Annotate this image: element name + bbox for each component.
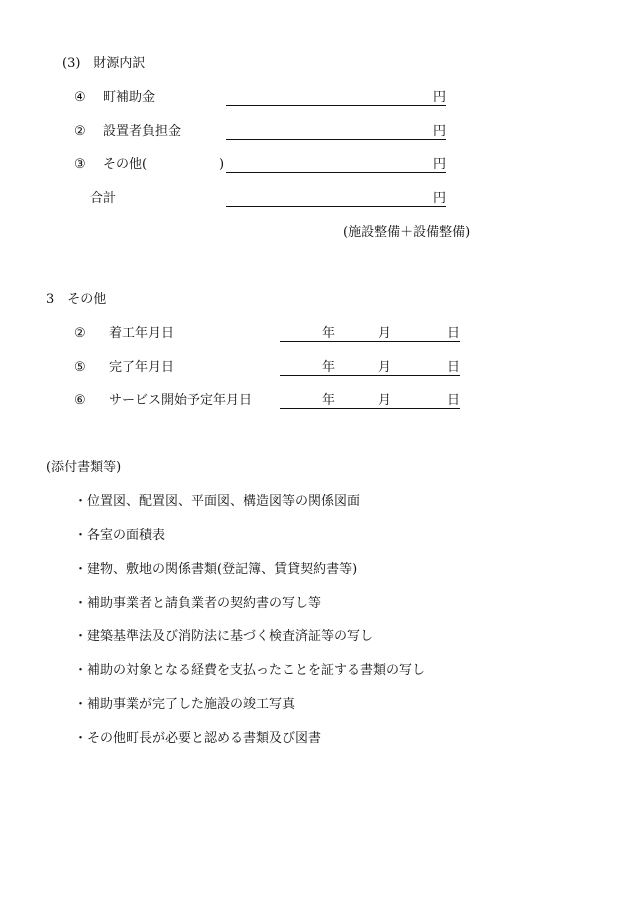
funding-note: (施設整備＋設備整備) [343,225,471,240]
date-row-marker: ⑤ [74,360,86,375]
date-row-marker: ② [74,326,86,341]
funding-total-label: 合計 [90,191,117,206]
date-underline [280,408,460,409]
month-unit: 月 [378,393,392,408]
funding-row-label: その他( [103,157,148,172]
date-underline [280,341,460,342]
attachment-item: ・位置図、配置図、平面図、構造図等の関係図面 [74,494,361,509]
year-unit: 年 [322,326,336,341]
day-unit: 日 [447,326,461,341]
date-underline [280,375,460,376]
other-heading: 3 その他 [46,292,107,307]
month-unit: 月 [378,360,392,375]
day-unit: 日 [447,360,461,375]
amount-underline [226,206,446,207]
attachment-item: ・補助事業が完了した施設の竣工写真 [74,697,296,712]
yen-unit: 円 [433,90,447,105]
attachment-item: ・各室の面積表 [74,528,166,543]
funding-row-marker: ② [74,124,86,139]
month-unit: 月 [378,326,392,341]
yen-unit: 円 [433,191,447,206]
date-row-label: サービス開始予定年月日 [109,393,253,408]
year-unit: 年 [322,360,336,375]
funding-row-marker: ④ [74,90,86,105]
funding-row-marker: ③ [74,157,86,172]
amount-underline [226,172,446,173]
day-unit: 日 [447,393,461,408]
attachment-item: ・その他町長が必要と認める書類及び図書 [74,731,322,746]
funding-heading: (3) 財源内訳 [62,56,146,71]
date-row-marker: ⑥ [74,393,86,408]
attachment-item: ・補助事業者と請負業者の契約書の写し等 [74,596,322,611]
amount-underline [226,139,446,140]
close-paren: ) [219,157,225,172]
year-unit: 年 [322,393,336,408]
date-row-label: 完了年月日 [109,360,175,375]
attachment-item: ・建物、敷地の関係書類(登記簿、賃貸契約書等) [74,562,358,577]
funding-row-label: 町補助金 [103,90,156,105]
date-row-label: 着工年月日 [109,326,175,341]
funding-row-label: 設置者負担金 [103,124,182,139]
attachment-item: ・建築基準法及び消防法に基づく検査済証等の写し [74,629,374,644]
attachment-item: ・補助の対象となる経費を支払ったことを証する書類の写し [74,663,426,678]
amount-underline [226,105,446,106]
yen-unit: 円 [433,157,447,172]
yen-unit: 円 [433,124,447,139]
attachments-heading: (添付書類等) [46,460,122,475]
